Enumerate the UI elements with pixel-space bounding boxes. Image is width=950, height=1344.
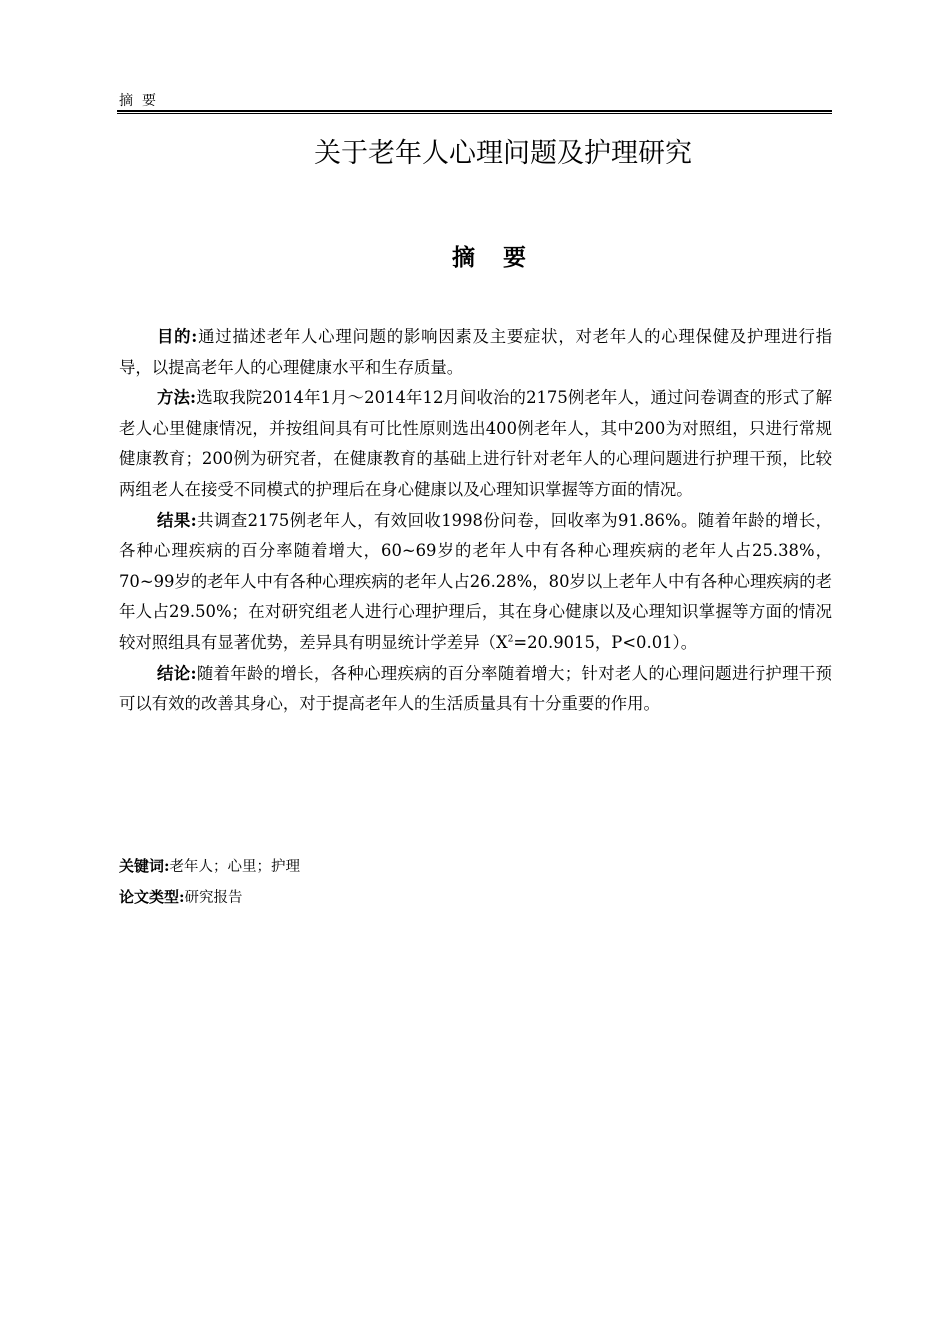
result-text-tail: =20.9015，P<0.01）。 (513, 632, 698, 652)
objective-paragraph (119, 322, 832, 383)
paper-title: 关于老年人心理问题及护理研究 (314, 138, 692, 169)
keywords-label: 关键词: (119, 857, 170, 875)
conclusion-label: 结论: (157, 663, 197, 683)
abstract-body (119, 322, 832, 720)
paper-type-label: 论文类型: (119, 888, 185, 906)
abstract-heading: 摘要 (452, 244, 554, 271)
objective-text: 通过描述老年人心理问题的影响因素及主要症状，对老年人的心理保健及护理进行指导，以提高老年人的心理健康水平和生存质量。 (119, 327, 832, 377)
conclusion-text: 随着年龄的增长，各种心理疾病的百分率随着增大；针对老人的心理问题进行护理干预可以有效的改善其身心，对于提高老年人的生活质量具有十分重要的作用。 (119, 663, 832, 714)
result-superscript: 2 (507, 634, 514, 645)
paper-type-line (119, 887, 832, 908)
keywords-line (119, 856, 832, 877)
running-header: 摘要 (119, 93, 165, 109)
header-rule (117, 110, 832, 114)
keywords-value: 老年人；心里；护理 (169, 859, 301, 875)
conclusion-paragraph (119, 659, 832, 720)
method-label: 方法: (157, 388, 197, 408)
result-paragraph (119, 506, 832, 659)
result-text: 共调查2175例老年人，有效回收1998份问卷，回收率为91.86%。随着年龄的增长，各种心理疾病的百分率随着增大，60~69岁的老年人中有各种心理疾病的老年人占25.38%，70~99岁的老年人中有各种心理疾病的老年人占26.28%，80岁以上老年人中有各种心理疾病的老年人占29.50%；在对研究组老人进行心理护理后，其在身心健康以及心理知识掌握等方面的情况较对照组具有显著优势，差异具有明显统计学差异（X (119, 510, 832, 652)
method-text: 选取我院2014年1月～2014年12月间收治的2175例老年人，通过问卷调查的形式了解老人心里健康情况，并按组间具有可比性原则选出400例老年人，其中200为对照组，只进行常规健康教育；200例为研究者，在健康教育的基础上进行针对老年人的心理问题进行护理干预，比较两组老人在接受不同模式的护理后在身心健康以及心理知识掌握等方面的情况。 (119, 388, 832, 499)
objective-label: 目的: (157, 327, 198, 346)
paper-type-value: 研究报告 (184, 890, 243, 906)
method-paragraph (119, 383, 832, 505)
result-label: 结果: (157, 510, 197, 530)
